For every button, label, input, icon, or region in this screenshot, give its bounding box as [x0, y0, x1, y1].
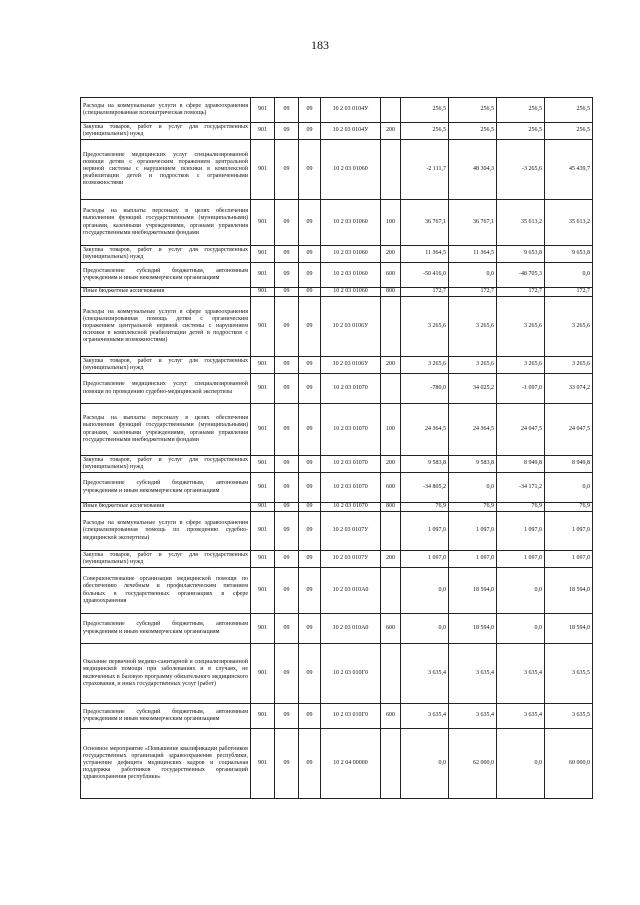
expense-type-code: [381, 644, 401, 704]
target-article-code: 10 2 03 010Г0: [321, 704, 381, 729]
expense-type-code: 200: [381, 246, 401, 263]
amount-total-year1: 172,7: [449, 288, 497, 297]
amount-change-year1: 256,5: [401, 98, 449, 123]
amount-total-year2: 18 594,0: [545, 568, 593, 614]
amount-total-year1: 3 635,4: [449, 704, 497, 729]
amount-total-year1: 11 364,5: [449, 246, 497, 263]
target-article-code: 10 2 03 0107У: [321, 551, 381, 568]
row-description: Оказание первичной медико-санитарной и специализированной медицинской помощи при заболеваниях и в случаях, не включенных в базовую программу обязательного медицинского страхования, и иных государственных услуг (работ): [81, 644, 251, 704]
amount-total-year2: 18 594,0: [545, 614, 593, 644]
section-code: 09: [275, 512, 299, 551]
section-code: 09: [275, 288, 299, 297]
ministry-code: 901: [251, 729, 275, 799]
row-description: Расходы на выплаты персоналу в целях обеспечения выполнения функций государственными (муниципальными) органами, казенными учреждениями, органами управления государственными внебюджетными фондами: [81, 404, 251, 456]
subsection-code: 09: [299, 512, 321, 551]
amount-change-year2: -1 097,0: [497, 374, 545, 404]
ministry-code: 901: [251, 644, 275, 704]
amount-total-year1: 36 767,1: [449, 200, 497, 246]
ministry-code: 901: [251, 263, 275, 288]
amount-change-year2: 8 949,8: [497, 456, 545, 473]
section-code: 09: [275, 568, 299, 614]
table-row: [81, 288, 593, 297]
amount-total-year1: 34 025,2: [449, 374, 497, 404]
row-description: Предоставление субсидий бюджетным, автономным учреждениям и иным некоммерческим организациям: [81, 473, 251, 503]
amount-change-year2: 3 265,6: [497, 357, 545, 374]
amount-total-year2: 76,9: [545, 503, 593, 512]
subsection-code: 09: [299, 263, 321, 288]
section-code: 09: [275, 123, 299, 140]
amount-change-year2: 35 613,2: [497, 200, 545, 246]
row-description: Совершенствование организации медицинской помощи по обеспечению лечебным и профилактическим питанием больных в государственных организациях в сфере здравоохранения: [81, 568, 251, 614]
amount-change-year1: 3 635,4: [401, 644, 449, 704]
row-description: Закупка товаров, работ и услуг для государственных (муниципальных) нужд: [81, 123, 251, 140]
subsection-code: 09: [299, 288, 321, 297]
ministry-code: 901: [251, 456, 275, 473]
target-article-code: 10 2 03 0104У: [321, 98, 381, 123]
amount-total-year1: 3 265,6: [449, 297, 497, 357]
amount-change-year1: 36 767,1: [401, 200, 449, 246]
section-code: 09: [275, 140, 299, 200]
section-code: 09: [275, 614, 299, 644]
row-description: Предоставление субсидий бюджетным, автономным учреждениям и иным некоммерческим организациям: [81, 263, 251, 288]
amount-total-year2: 3 265,6: [545, 357, 593, 374]
amount-change-year2: 172,7: [497, 288, 545, 297]
amount-change-year2: 3 635,4: [497, 704, 545, 729]
row-description: Предоставление медицинских услуг специализированной помощи детям с органическим поражением центральной нервной системы с нарушением психики в комплексной реабилитации детей и подростков с ограниченными возможностями: [81, 140, 251, 200]
amount-total-year1: 0,0: [449, 473, 497, 503]
target-article-code: 10 2 03 0107У: [321, 512, 381, 551]
table-row: [81, 404, 593, 456]
ministry-code: 901: [251, 551, 275, 568]
target-article-code: 10 2 03 01070: [321, 473, 381, 503]
subsection-code: 09: [299, 644, 321, 704]
expense-type-code: 600: [381, 263, 401, 288]
amount-change-year1: 3 265,6: [401, 357, 449, 374]
amount-change-year1: 256,5: [401, 123, 449, 140]
ministry-code: 901: [251, 123, 275, 140]
amount-total-year2: 3 635,5: [545, 644, 593, 704]
table-row: [81, 644, 593, 704]
row-description: Иные бюджетные ассигнования: [81, 503, 251, 512]
ministry-code: 901: [251, 473, 275, 503]
expense-type-code: 600: [381, 614, 401, 644]
section-code: 09: [275, 357, 299, 374]
amount-total-year2: 60 000,0: [545, 729, 593, 799]
amount-total-year1: 18 594,0: [449, 614, 497, 644]
amount-change-year2: -48 705,3: [497, 263, 545, 288]
row-description: Закупка товаров, работ и услуг для государственных (муниципальных) нужд: [81, 456, 251, 473]
amount-change-year2: 3 635,4: [497, 644, 545, 704]
section-code: 09: [275, 263, 299, 288]
amount-total-year1: 48 304,3: [449, 140, 497, 200]
subsection-code: 09: [299, 297, 321, 357]
amount-total-year2: 45 439,7: [545, 140, 593, 200]
amount-total-year2: 0,0: [545, 473, 593, 503]
target-article-code: 10 2 03 0106У: [321, 357, 381, 374]
subsection-code: 09: [299, 140, 321, 200]
target-article-code: 10 2 03 010Г0: [321, 644, 381, 704]
subsection-code: 09: [299, 123, 321, 140]
target-article-code: 10 2 04 00000: [321, 729, 381, 799]
row-description: Предоставление медицинских услуг специализированной помощи по проведению судебно-медицинской экспертизы: [81, 374, 251, 404]
table-row: [81, 568, 593, 614]
expense-type-code: [381, 140, 401, 200]
expense-type-code: 200: [381, 456, 401, 473]
table-row: [81, 551, 593, 568]
amount-change-year1: -50 416,0: [401, 263, 449, 288]
expense-type-code: 600: [381, 704, 401, 729]
ministry-code: 901: [251, 512, 275, 551]
section-code: 09: [275, 297, 299, 357]
amount-change-year1: 3 265,6: [401, 297, 449, 357]
expense-type-code: 800: [381, 503, 401, 512]
ministry-code: 901: [251, 503, 275, 512]
row-description: Расходы на коммунальные услуги в сфере здравоохранения (специализированная помощь по проведению судебно-медицинской экспертизы): [81, 512, 251, 551]
budget-table: [80, 97, 593, 799]
table-row: [81, 374, 593, 404]
amount-total-year1: 0,0: [449, 263, 497, 288]
ministry-code: 901: [251, 404, 275, 456]
target-article-code: 10 2 03 01070: [321, 456, 381, 473]
ministry-code: 901: [251, 704, 275, 729]
amount-change-year1: 76,9: [401, 503, 449, 512]
expense-type-code: 100: [381, 404, 401, 456]
table-row: [81, 704, 593, 729]
amount-total-year2: 33 074,2: [545, 374, 593, 404]
ministry-code: 901: [251, 98, 275, 123]
row-description: Закупка товаров, работ и услуг для государственных (муниципальных) нужд: [81, 357, 251, 374]
row-description: Расходы на коммунальные услуги в сфере здравоохранения (специализированная помощь детям с органическим поражением центральной нервной системы с нарушением психики в комплексной реабилитации детей и подростков с ограниченными возможностями): [81, 297, 251, 357]
row-description: Иные бюджетные ассигнования: [81, 288, 251, 297]
amount-change-year1: 11 364,5: [401, 246, 449, 263]
target-article-code: 10 2 03 01070: [321, 374, 381, 404]
section-code: 09: [275, 503, 299, 512]
amount-total-year1: 18 594,0: [449, 568, 497, 614]
amount-change-year1: 0,0: [401, 614, 449, 644]
section-code: 09: [275, 98, 299, 123]
amount-total-year2: 8 949,8: [545, 456, 593, 473]
ministry-code: 901: [251, 357, 275, 374]
table-row: [81, 123, 593, 140]
table-row: [81, 473, 593, 503]
amount-total-year2: 0,0: [545, 263, 593, 288]
target-article-code: 10 2 03 01060: [321, 200, 381, 246]
subsection-code: 09: [299, 246, 321, 263]
expense-type-code: [381, 98, 401, 123]
target-article-code: 10 2 03 01060: [321, 246, 381, 263]
target-article-code: 10 2 03 01060: [321, 288, 381, 297]
section-code: 09: [275, 551, 299, 568]
table-row: [81, 98, 593, 123]
amount-total-year2: 35 613,2: [545, 200, 593, 246]
table-row: [81, 200, 593, 246]
expense-type-code: 800: [381, 288, 401, 297]
target-article-code: 10 2 03 01060: [321, 263, 381, 288]
amount-change-year1: 3 635,4: [401, 704, 449, 729]
amount-change-year2: 9 653,8: [497, 246, 545, 263]
target-article-code: 10 2 03 01070: [321, 503, 381, 512]
ministry-code: 901: [251, 297, 275, 357]
amount-change-year2: 0,0: [497, 729, 545, 799]
row-description: Расходы на коммунальные услуги в сфере здравоохранения (специализированная психиатрическая помощь): [81, 98, 251, 123]
expense-type-code: [381, 512, 401, 551]
amount-total-year1: 256,5: [449, 123, 497, 140]
amount-total-year2: 256,5: [545, 123, 593, 140]
row-description: Предоставление субсидий бюджетным, автономным учреждениям и иным некоммерческим организациям: [81, 704, 251, 729]
target-article-code: 10 2 03 01070: [321, 404, 381, 456]
subsection-code: 09: [299, 357, 321, 374]
row-description: Закупка товаров, работ и услуг для государственных (муниципальных) нужд: [81, 246, 251, 263]
amount-total-year1: 76,9: [449, 503, 497, 512]
expense-type-code: [381, 297, 401, 357]
subsection-code: 09: [299, 568, 321, 614]
amount-change-year1: 0,0: [401, 729, 449, 799]
subsection-code: 09: [299, 404, 321, 456]
expense-type-code: [381, 374, 401, 404]
ministry-code: 901: [251, 200, 275, 246]
section-code: 09: [275, 374, 299, 404]
section-code: 09: [275, 473, 299, 503]
amount-change-year1: -34 805,2: [401, 473, 449, 503]
amount-total-year1: 3 265,6: [449, 357, 497, 374]
ministry-code: 901: [251, 568, 275, 614]
table-row: [81, 512, 593, 551]
amount-change-year1: -780,0: [401, 374, 449, 404]
ministry-code: 901: [251, 374, 275, 404]
expense-type-code: 200: [381, 551, 401, 568]
section-code: 09: [275, 704, 299, 729]
section-code: 09: [275, 729, 299, 799]
ministry-code: 901: [251, 288, 275, 297]
section-code: 09: [275, 200, 299, 246]
table-row: [81, 503, 593, 512]
amount-change-year2: 1 097,0: [497, 512, 545, 551]
amount-change-year1: 1 097,0: [401, 551, 449, 568]
subsection-code: 09: [299, 503, 321, 512]
target-article-code: 10 2 03 010А0: [321, 614, 381, 644]
subsection-code: 09: [299, 98, 321, 123]
expense-type-code: 100: [381, 200, 401, 246]
amount-total-year1: 24 364,5: [449, 404, 497, 456]
row-description: Закупка товаров, работ и услуг для государственных (муниципальных) нужд: [81, 551, 251, 568]
subsection-code: 09: [299, 551, 321, 568]
target-article-code: 10 2 03 0104У: [321, 123, 381, 140]
amount-total-year1: 1 097,0: [449, 551, 497, 568]
amount-total-year1: 62 000,0: [449, 729, 497, 799]
expense-type-code: [381, 729, 401, 799]
amount-total-year2: 1 097,0: [545, 512, 593, 551]
amount-total-year1: 3 635,4: [449, 644, 497, 704]
amount-change-year2: -34 171,2: [497, 473, 545, 503]
target-article-code: 10 2 03 01060: [321, 140, 381, 200]
expense-type-code: 600: [381, 473, 401, 503]
amount-change-year1: 24 364,5: [401, 404, 449, 456]
section-code: 09: [275, 456, 299, 473]
subsection-code: 09: [299, 473, 321, 503]
subsection-code: 09: [299, 374, 321, 404]
amount-total-year1: 1 097,0: [449, 512, 497, 551]
subsection-code: 09: [299, 456, 321, 473]
amount-total-year2: 24 047,5: [545, 404, 593, 456]
amount-total-year2: 3 265,6: [545, 297, 593, 357]
amount-change-year2: 256,5: [497, 98, 545, 123]
page-number: 183: [311, 38, 329, 52]
row-description: Предоставление субсидий бюджетным, автономным учреждениям и иным некоммерческим организациям: [81, 614, 251, 644]
table-row: [81, 246, 593, 263]
expense-type-code: 200: [381, 123, 401, 140]
subsection-code: 09: [299, 614, 321, 644]
amount-change-year1: 9 583,8: [401, 456, 449, 473]
expense-type-code: [381, 568, 401, 614]
amount-change-year2: -3 265,6: [497, 140, 545, 200]
subsection-code: 09: [299, 200, 321, 246]
section-code: 09: [275, 246, 299, 263]
table-row: [81, 614, 593, 644]
amount-change-year1: -2 111,7: [401, 140, 449, 200]
ministry-code: 901: [251, 614, 275, 644]
row-description: Расходы на выплаты персоналу в целях обеспечения выполнения функций государственными (муниципальными) органами, казенными учреждениями, органами управления государственными внебюджетными фондами: [81, 200, 251, 246]
ministry-code: 901: [251, 246, 275, 263]
amount-change-year2: 256,5: [497, 123, 545, 140]
table-row: [81, 729, 593, 799]
table-row: [81, 456, 593, 473]
amount-change-year1: 0,0: [401, 568, 449, 614]
amount-total-year2: 256,5: [545, 98, 593, 123]
amount-change-year2: 24 047,5: [497, 404, 545, 456]
row-description: Основное мероприятие «Повышение квалификации работников государственных организаций здравоохранения республики, устранение дефицита медицинских кадров и социальная поддержка работников государственных организаций здравоохранения республики»: [81, 729, 251, 799]
table-row: [81, 297, 593, 357]
amount-total-year2: 9 653,8: [545, 246, 593, 263]
amount-change-year2: 1 097,0: [497, 551, 545, 568]
amount-total-year2: 172,7: [545, 288, 593, 297]
amount-change-year2: 76,9: [497, 503, 545, 512]
amount-change-year2: 0,0: [497, 568, 545, 614]
amount-change-year2: 0,0: [497, 614, 545, 644]
amount-total-year2: 3 635,5: [545, 704, 593, 729]
target-article-code: 10 2 03 010А0: [321, 568, 381, 614]
target-article-code: 10 2 03 0106У: [321, 297, 381, 357]
amount-change-year1: 172,7: [401, 288, 449, 297]
subsection-code: 09: [299, 704, 321, 729]
amount-total-year1: 256,5: [449, 98, 497, 123]
section-code: 09: [275, 644, 299, 704]
amount-change-year1: 1 097,0: [401, 512, 449, 551]
expense-type-code: 200: [381, 357, 401, 374]
amount-total-year1: 9 583,8: [449, 456, 497, 473]
amount-total-year2: 1 097,0: [545, 551, 593, 568]
subsection-code: 09: [299, 729, 321, 799]
section-code: 09: [275, 404, 299, 456]
table-row: [81, 140, 593, 200]
amount-change-year2: 3 265,6: [497, 297, 545, 357]
table-row: [81, 263, 593, 288]
ministry-code: 901: [251, 140, 275, 200]
table-row: [81, 357, 593, 374]
